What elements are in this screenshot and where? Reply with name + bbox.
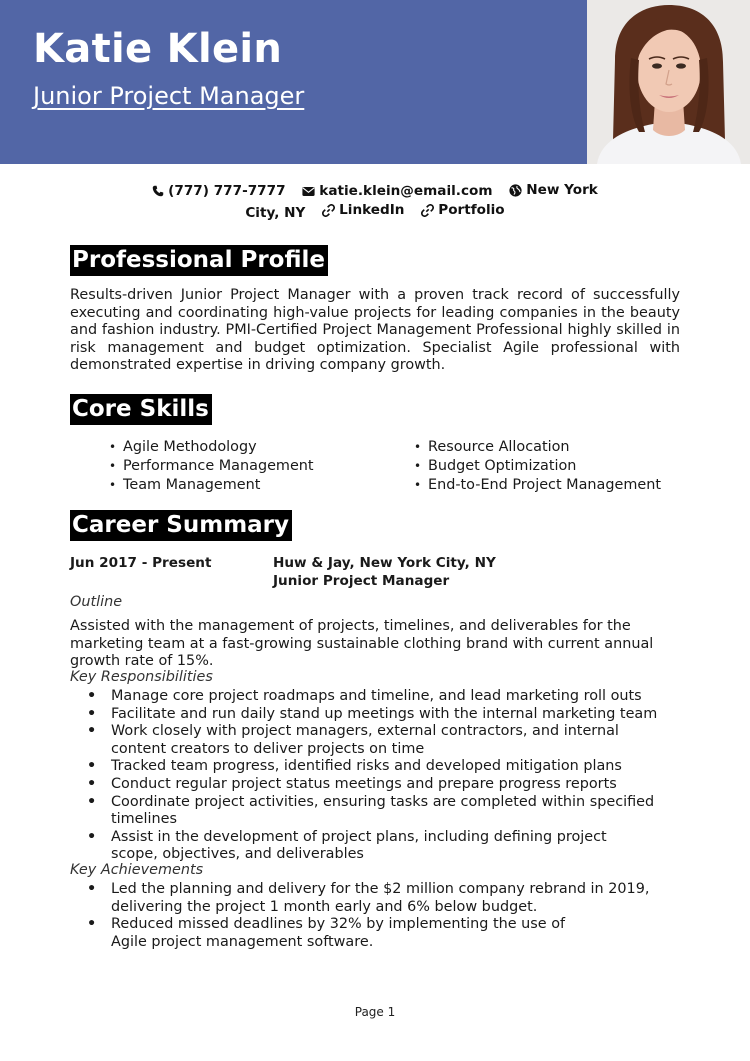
contact-portfolio[interactable] bbox=[421, 202, 504, 218]
list-item: • Led the planning and delivery for the $2 million company rebrand in 2019, delivering the project 1 month early and 6% below budget. bbox=[70, 881, 690, 916]
list-item: • Assist in the development of project plans, including defining project scope, objectives, and deliverables bbox=[70, 829, 690, 864]
header-banner bbox=[0, 0, 587, 164]
responsibilities-list bbox=[70, 688, 690, 864]
portfolio-text: Portfolio bbox=[438, 202, 505, 218]
contact-phone[interactable] bbox=[152, 183, 285, 199]
page-number: Page 1 bbox=[354, 1005, 396, 1019]
list-item: • Facilitate and run daily stand up meetings with the internal marketing team bbox=[70, 706, 690, 724]
skills-heading: Core Skills bbox=[70, 394, 212, 425]
list-item: • Reduced missed deadlines by 32% by implementing the use of Agile project management software. bbox=[70, 916, 690, 951]
profile-heading: Professional Profile bbox=[70, 245, 328, 276]
email-text: katie.klein@email.com bbox=[319, 183, 493, 199]
globe-icon bbox=[509, 184, 522, 197]
skill-item: • Team Management bbox=[109, 476, 314, 495]
list-item: • Work closely with project managers, external contractors, and internal content creators to deliver projects on time bbox=[70, 723, 690, 758]
skill-item: • Budget Optimization bbox=[414, 457, 661, 476]
skills-list-left bbox=[109, 438, 314, 495]
location-text-part2: City, NY bbox=[245, 204, 306, 221]
job-company: Huw & Jay, New York City, NY bbox=[273, 555, 496, 571]
skill-item: • Performance Management bbox=[109, 457, 314, 476]
phone-text: (777) 777-7777 bbox=[168, 182, 286, 199]
outline-text: Assisted with the management of projects, timelines, and deliverables for the marketing team at a fast-growing sustainable clothing brand with current annual growth rate of 15%. bbox=[70, 618, 654, 670]
contact-line-1 bbox=[0, 182, 750, 201]
list-item: • Conduct regular project status meetings and prepare progress reports bbox=[70, 776, 690, 794]
achievements-label: Key Achievements bbox=[70, 862, 204, 878]
list-item: • Tracked team progress, identified risks and developed mitigation plans bbox=[70, 758, 690, 776]
candidate-title: Junior Project Manager bbox=[33, 82, 305, 110]
list-item: • Manage core project roadmaps and timeline, and lead marketing roll outs bbox=[70, 688, 690, 706]
skill-item: • Resource Allocation bbox=[414, 438, 661, 457]
skill-item: • End-to-End Project Management bbox=[414, 476, 661, 495]
responsibilities-label: Key Responsibilities bbox=[70, 669, 213, 685]
profile-text: Results-driven Junior Project Manager with a proven track record of successfully executing and coordinating high-value projects for leading companies in the beauty and fashion industry. PMI-Certified Project Management Professional highly skilled in risk management and budget optimization. Specialist Agile professional with demonstrated expertise in driving company growth. bbox=[70, 287, 680, 374]
career-heading: Career Summary bbox=[70, 510, 292, 541]
link-icon bbox=[421, 204, 434, 217]
phone-icon bbox=[152, 185, 164, 197]
achievements-list bbox=[70, 881, 690, 951]
candidate-name: Katie Klein bbox=[33, 26, 283, 72]
outline-label: Outline bbox=[70, 594, 123, 610]
portrait-illustration bbox=[587, 0, 750, 164]
contact-linkedin[interactable] bbox=[322, 202, 404, 218]
linkedin-text: LinkedIn bbox=[339, 202, 405, 218]
contact-location-cont bbox=[245, 205, 305, 221]
contact-location bbox=[509, 182, 598, 198]
job-role: Junior Project Manager bbox=[273, 573, 450, 589]
skill-item: • Agile Methodology bbox=[109, 438, 314, 457]
contact-line-2 bbox=[0, 202, 750, 221]
contact-email[interactable] bbox=[302, 183, 492, 199]
link-icon bbox=[322, 204, 335, 217]
location-text-part1: New York bbox=[526, 182, 598, 198]
job-dates: Jun 2017 - Present bbox=[70, 555, 212, 571]
profile-photo bbox=[587, 0, 750, 164]
envelope-icon bbox=[302, 186, 315, 197]
skills-list-right bbox=[414, 438, 661, 495]
list-item: • Coordinate project activities, ensuring tasks are completed within specified timelines bbox=[70, 794, 690, 829]
